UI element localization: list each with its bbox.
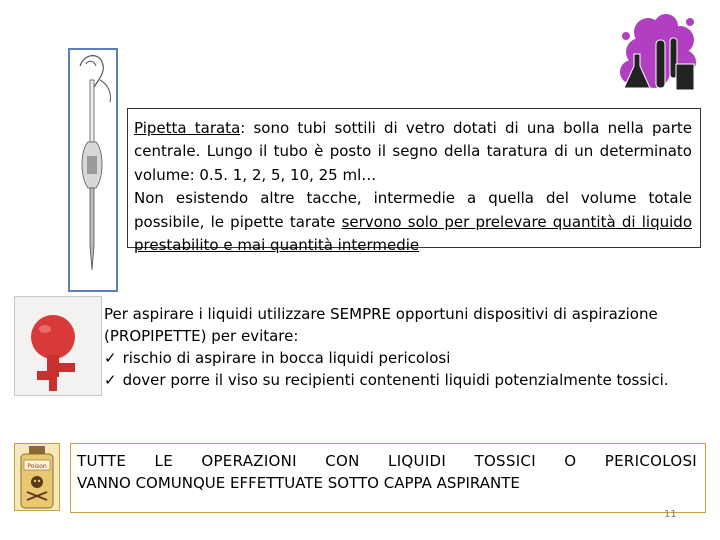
list-item: ✓ rischio di aspirare in bocca liquidi pericolosi (104, 349, 451, 367)
propipette-image (14, 296, 102, 396)
list-item: ✓ dover porre il viso su recipienti contenenti liquidi potenzialmente tossici. (104, 371, 669, 389)
warning-line-1: TUTTE LE OPERAZIONI CON LIQUIDI TOSSICI O PERICOLOSI (77, 452, 697, 470)
pipette-title: Pipetta tarata (134, 119, 241, 137)
warning-box (70, 443, 706, 513)
pipette-illustration (68, 48, 118, 292)
pipette-description-box (127, 108, 701, 255)
warning-line-2: VANNO COMUNQUE EFFETTUATE SOTTO CAPPA ASPIRANTE (77, 474, 520, 492)
propipette-intro: Per aspirare i liquidi utilizzare SEMPRE opportuni dispositivi di aspirazione (PROPIPETTE) per evitare: (104, 305, 658, 345)
poison-label: Poison (27, 463, 47, 470)
propipette-instructions (104, 303, 704, 391)
check-icon: ✓ (104, 371, 117, 389)
chemistry-glassware-icon (618, 10, 700, 96)
page-number: 11 (664, 509, 677, 520)
check-icon: ✓ (104, 349, 117, 367)
pipette-note: Non esistendo altre tacche, intermedie a quella del volume totale possibile, le pipette tarate (134, 189, 692, 231)
pipette-description: : sono tubi sottili di vetro dotati di una bolla nella parte centrale. Lungo il tubo è posto il segno della taratura di un determinato volume: 0.5. 1, 2, 5, 10, 25 ml… (134, 119, 692, 184)
pipette-note-emphasis: servono solo per prelevare quantità di liquido prestabilito e mai quantità intermedie (134, 212, 692, 255)
poison-bottle-image (14, 443, 60, 511)
